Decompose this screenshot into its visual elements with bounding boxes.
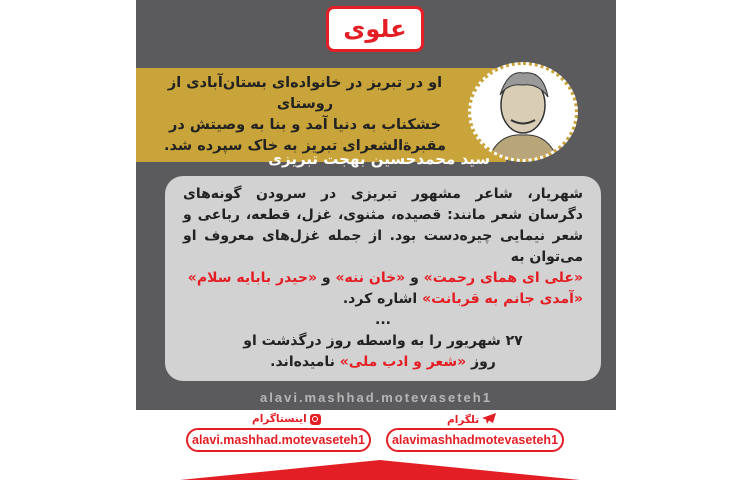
bio-banner [136, 68, 506, 162]
instagram-label [246, 413, 327, 425]
poem-title: «خان ننه» [335, 270, 406, 286]
occasion-title: «شعر و ادب ملی» [339, 354, 467, 370]
instagram-icon [310, 414, 321, 425]
poem-title: «آمدی جانم به قربانت» [422, 291, 583, 307]
poem-title: «علی ای همای رحمت» [423, 270, 583, 286]
card-poems-2 [183, 289, 583, 310]
telegram-link[interactable]: alavimashhadmotevaseteh1 [386, 428, 564, 452]
telegram-label-text: تلگرام [447, 414, 480, 426]
banner-line: مقبرة‌الشعرای تبریز به خاک سپرده شد. [164, 138, 446, 154]
card-text: اشاره کرد. [342, 291, 423, 307]
instagram-label-text: اینستاگرام [252, 413, 307, 425]
banner-line: خشکناب به دنیا آمد و بنا به وصیتش در [169, 117, 441, 133]
info-card [165, 176, 601, 381]
card-text: ۲۷ شهریور را به واسطه روز درگذشت او [243, 333, 523, 349]
card-text-last [183, 352, 583, 373]
telegram-icon [482, 413, 496, 427]
ellipsis: ... [375, 312, 391, 328]
logo: علوی [326, 6, 424, 52]
card-poems [183, 268, 583, 289]
watermark: alavi.mashhad.motevaseteh1 [260, 390, 492, 405]
card-text: روز [466, 354, 496, 370]
poet-portrait [468, 62, 578, 162]
poet-name: سید محمدحسین بهجت تبریزی [268, 150, 490, 168]
poem-title: «حیدر بابایه سلام» [187, 270, 318, 286]
card-text: نامیده‌اند. [270, 354, 340, 370]
telegram-label [441, 413, 502, 427]
decorative-triangle [180, 460, 580, 480]
banner-line: او در تبریز در خانواده‌ای بستان‌آبادی از روستای [167, 75, 443, 112]
portrait-icon [478, 65, 568, 160]
card-paragraph: شهریار، شاعر مشهور تبریزی در سرودن گونه‌های دگرسان شعر مانند: قصیده، مثنوی، غزل، قطعه، رباعی و شعر نیمایی چیره‌دست بود. از جمله غزل‌های معروف او می‌توان به [183, 186, 583, 265]
conjunction: و [405, 270, 424, 286]
conjunction: و [317, 270, 336, 286]
instagram-link[interactable]: alavi.mashhad.motevaseteh1 [186, 428, 371, 452]
